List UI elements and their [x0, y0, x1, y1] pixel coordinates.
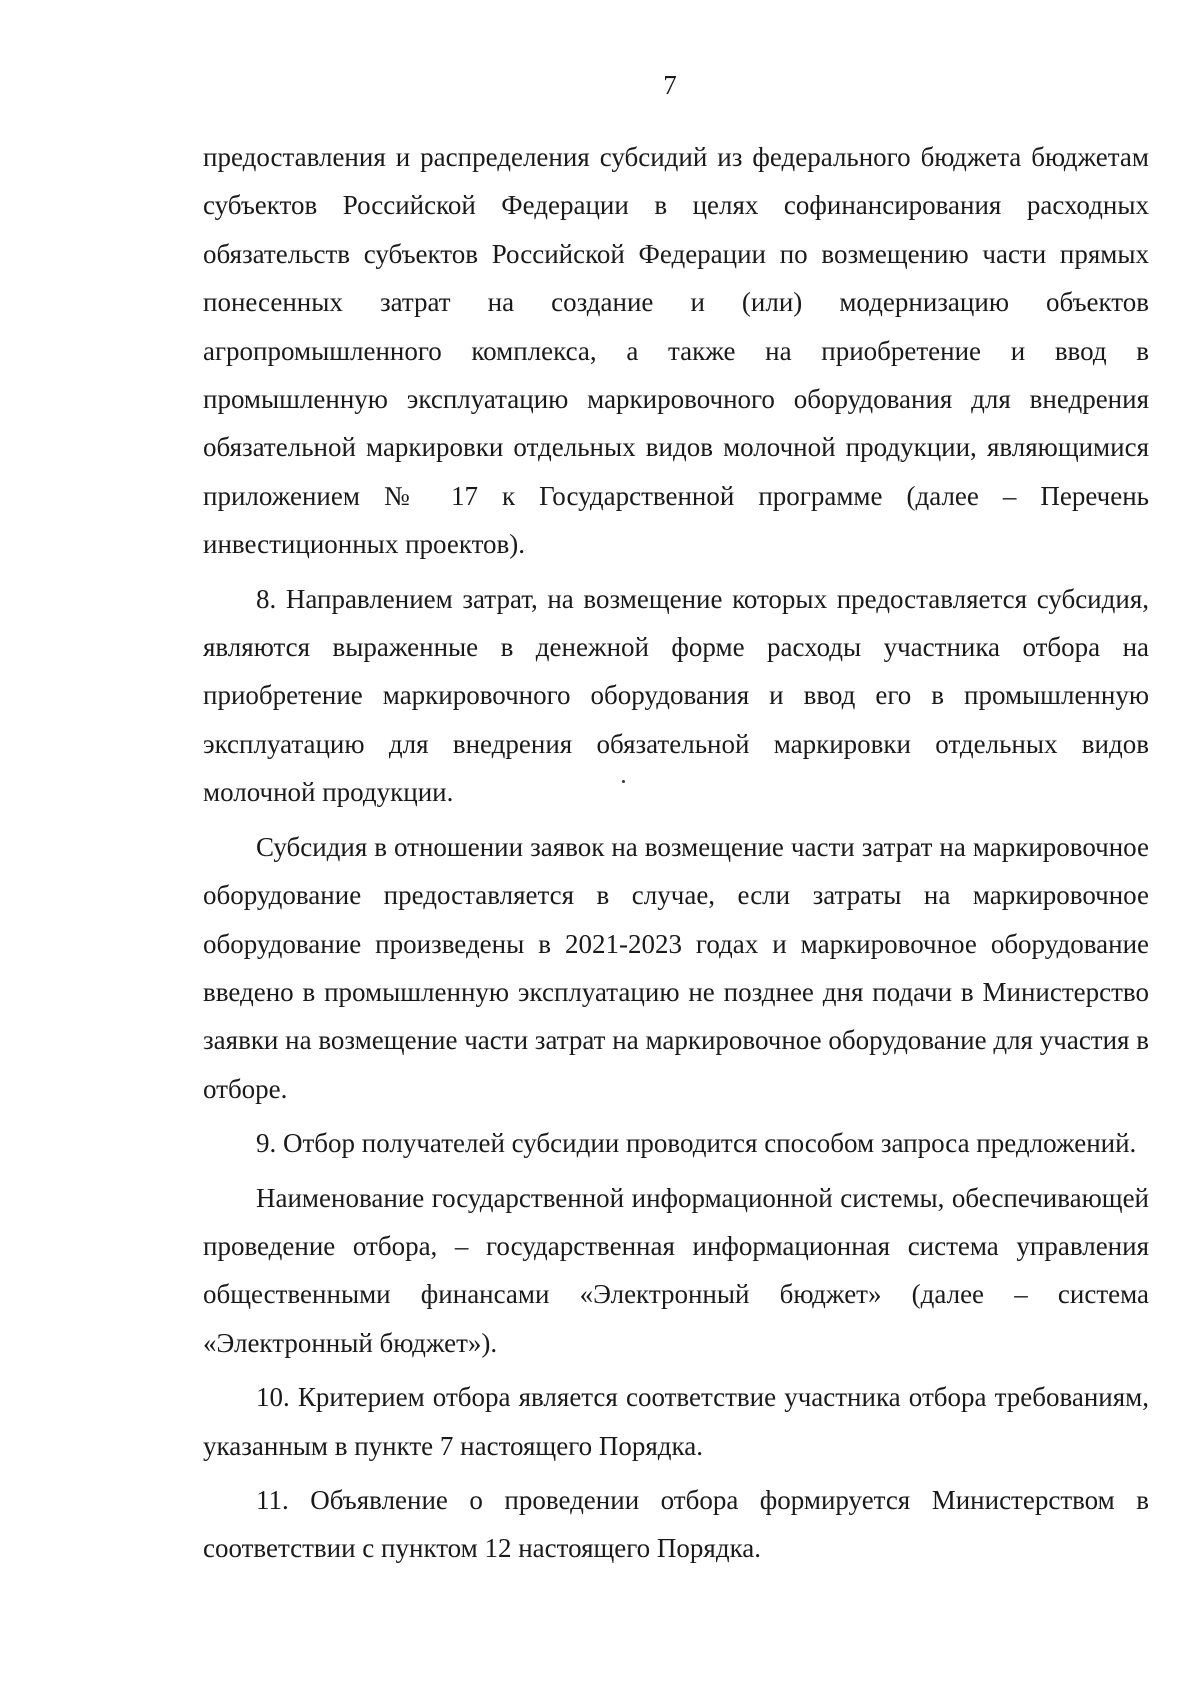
document-body — [203, 133, 1149, 1573]
page-number: 7 — [663, 70, 677, 100]
paragraph-subsidy-conditions: Субсидия в отношении заявок на возмещение части затрат на маркировочное оборудование предоставляется в случае, если затраты на маркировочное оборудование произведены в 2021-2023 годах и маркировочное оборудование введено в промышленную эксплуатацию не позднее дня подачи в Министерство заявки на возмещение части затрат на маркировочное оборудование для участия в отборе. — [203, 831, 1149, 1104]
paragraph-item-8: 8. Направлением затрат, на возмещение которых предоставляется субсидия, являются выраженные в денежной форме расходы участника отбора на приобретение маркировочного оборудования и ввод его в промышленную эксплуатацию для внедрения обязательной маркировки отдельных видов молочной продукции. — [203, 583, 1149, 808]
scan-artifact-dot — [622, 780, 625, 783]
paragraph-item-9: 9. Отбор получателей субсидии проводится способом запроса предложений. — [256, 1128, 1137, 1159]
paragraph-information-system: Наименование государственной информационной системы, обеспечивающей проведение отбора, – государственная информационная система управления общественными финансами «Электронный бюджет» (далее – система «Электронный бюджет»). — [203, 1182, 1149, 1358]
paragraph-item-11: 11. Объявление о проведении отбора формируется Министерством в соответствии с пунктом 12 настоящего Порядка. — [203, 1484, 1149, 1564]
paragraph-continuation: предоставления и распределения субсидий из федерального бюджета бюджетам субъектов Российской Федерации в целях софинансирования расходных обязательств субъектов Российской Федерации по возмещению части прямых понесенных затрат на создание и (или) модернизацию объектов агропромышленного комплекса, а также на приобретение и ввод в промышленную эксплуатацию маркировочного оборудования для внедрения обязательной маркировки отдельных видов молочной продукции, являющимися приложением № 17 к Государственной программе (далее – Перечень инвестиционных проектов). — [203, 142, 1149, 560]
paragraph-item-10: 10. Критерием отбора является соответствие участника отбора требованиям, указанным в пункте 7 настоящего Порядка. — [203, 1382, 1149, 1461]
